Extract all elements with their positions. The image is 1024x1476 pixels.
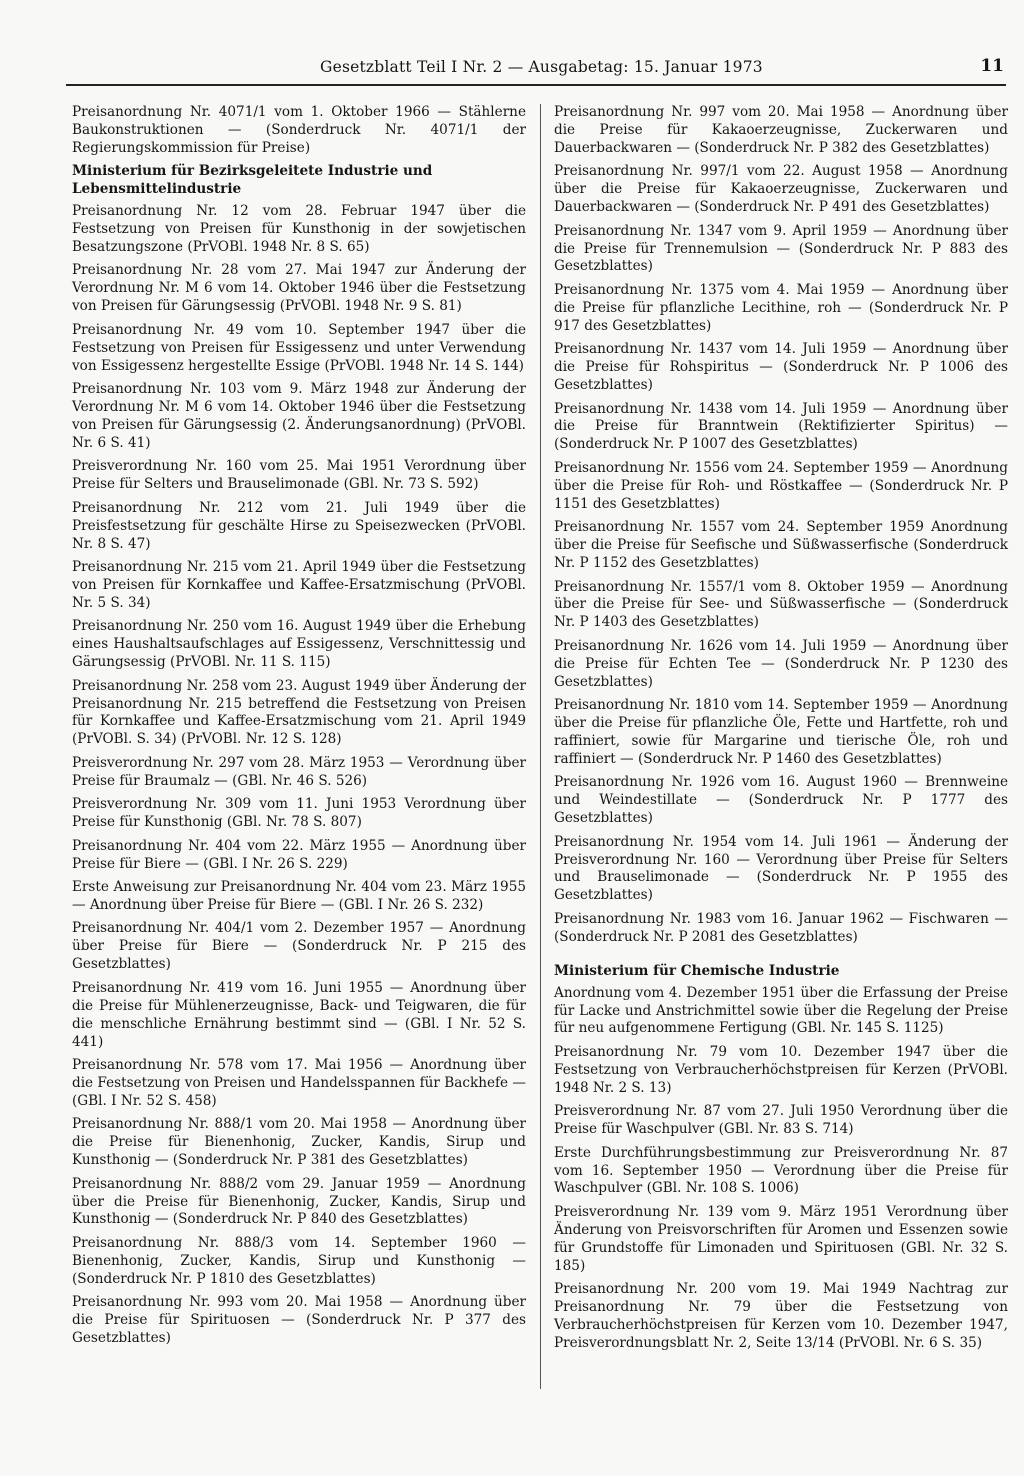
list-item: Preisanordnung Nr. 888/2 vom 29. Januar 1959 — Anordnung über die Preise für Bienenhonig, Zucker, Kandis, Sirup und Kunsthonig — (Sonderdruck Nr. P 840 des Gesetzblattes) — [72, 1175, 526, 1228]
list-item: Preisanordnung Nr. 4071/1 vom 1. Oktober 1966 — Stählerne Baukonstruktionen — (Sonderdruck Nr. 4071/1 der Regierungskommission für Preise) — [72, 104, 526, 156]
page-number: 11 — [980, 56, 1004, 76]
header-title: Gesetzblatt Teil I Nr. 2 — Ausgabetag: 15. Januar 1973 — [320, 58, 763, 76]
list-item: Preisanordnung Nr. 404 vom 22. März 1955 — Anordnung über Preise für Biere — (GBl. I Nr. 26 S. 229) — [72, 837, 526, 872]
list-item: Preisanordnung Nr. 258 vom 23. August 1949 über Änderung der Preisanordnung Nr. 215 betreffend die Festsetzung von Preisen für Kornkaffee und Kaffee-Ersatzmischung vom 21. April 1949 (PrVOBl. S. 34) (PrVOBl. Nr. 12 S. 128) — [72, 677, 526, 748]
list-item: Preisanordnung Nr. 1437 vom 14. Juli 1959 — Anordnung über die Preise für Rohspiritus — (Sonderdruck Nr. P 1006 des Gesetzblattes) — [554, 341, 1008, 394]
list-item: Preisanordnung Nr. 997/1 vom 22. August 1958 — Anordnung über die Preise für Kakaoerzeugnisse, Zuckerwaren und Dauerbackwaren — (Sonderdruck Nr. P 491 des Gesetzblattes) — [554, 163, 1008, 216]
list-item: Preisanordnung Nr. 888/1 vom 20. Mai 1958 — Anordnung über die Preise für Bienenhonig, Zucker, Kandis, Sirup und Kunsthonig — (Sonderdruck Nr. P 381 des Gesetzblattes) — [72, 1116, 526, 1169]
list-item: Preisverordnung Nr. 139 vom 9. März 1951 Verordnung über Änderung von Preisvorschriften für Aromen und Essenzen sowie für Grundstoffe für Limonaden und Spirituosen (GBl. Nr. 32 S. 185) — [554, 1203, 1008, 1274]
right-column — [554, 104, 1008, 1358]
list-item: Preisanordnung Nr. 1983 vom 16. Januar 1962 — Fischwaren — (Sonderdruck Nr. P 2081 des Gesetzblattes) — [554, 910, 1008, 945]
list-item: Preisanordnung Nr. 200 vom 19. Mai 1949 Nachtrag zur Preisanordnung Nr. 79 über die Festsetzung von Verbraucherhöchstpreisen für Kerzen vom 10. Dezember 1947, Preisverordnungsblatt Nr. 2, Seite 13/14 (PrVOBl. Nr. 6 S. 35) — [554, 1281, 1008, 1351]
column-divider — [540, 104, 541, 1389]
header-rule — [66, 84, 1006, 86]
list-item: Preisanordnung Nr. 1557 vom 24. September 1959 Anordnung über die Preise für Seefische und Süßwasserfische (Sonderdruck Nr. P 1152 des Gesetzblattes) — [554, 519, 1008, 571]
list-item: Preisanordnung Nr. 997 vom 20. Mai 1958 — Anordnung über die Preise für Kakaoerzeugnisse, Zuckerwaren und Dauerbackwaren — (Sonderdruck Nr. P 382 des Gesetzblattes) — [554, 104, 1008, 156]
list-item: Preisanordnung Nr. 1810 vom 14. September 1959 — Anordnung über die Preise für pflanzliche Öle, Fette und Hartfette, roh und raffiniert, sowie für Margarine und tierische Öle, roh und raffiniert — (Sonderdruck Nr. P 1460 des Gesetzblattes) — [554, 697, 1008, 767]
list-item: Preisanordnung Nr. 1926 vom 16. August 1960 — Brennweine und Weindestillate — (Sonderdruck Nr. P 1777 des Gesetzblattes) — [554, 774, 1008, 827]
list-item: Anordnung vom 4. Dezember 1951 über die Erfassung der Preise für Lacke und Anstrichmittel sowie über die Regelung der Preise für neu aufgenommene Fertigung (GBl. Nr. 145 S. 1125) — [554, 984, 1008, 1037]
list-item: Preisverordnung Nr. 160 vom 25. Mai 1951 Verordnung über Preise für Selters und Brauselimonade (GBl. Nr. 73 S. 592) — [72, 458, 526, 493]
list-item: Preisanordnung Nr. 1556 vom 24. September 1959 — Anordnung über die Preise für Roh- und Röstkaffee — (Sonderdruck Nr. P 1151 des Gesetzblattes) — [554, 459, 1008, 512]
list-item: Preisanordnung Nr. 1438 vom 14. Juli 1959 — Anordnung über die Preise für Branntwein (Rektifizierter Spiritus) — (Sonderdruck Nr. P 1007 des Gesetzblattes) — [554, 400, 1008, 453]
list-item: Preisanordnung Nr. 49 vom 10. September 1947 über die Festsetzung von Preisen für Essigessenz und unter Verwendung von Essigessenz hergestellte Essige (PrVOBl. 1948 Nr. 14 S. 144) — [72, 321, 526, 374]
list-item: Preisverordnung Nr. 297 vom 28. März 1953 — Verordnung über Preise für Braumalz — (GBl. Nr. 46 S. 526) — [72, 754, 526, 789]
section-heading-bezirksgeleitete-industrie: Ministerium für Bezirksgeleitete Industrie und Lebensmittelindustrie — [72, 163, 433, 198]
list-item: Preisanordnung Nr. 404/1 vom 2. Dezember 1957 — Anordnung über Preise für Biere — (Sonderdruck Nr. P 215 des Gesetzblattes) — [72, 920, 526, 973]
page-header — [0, 58, 1024, 80]
list-item: Preisanordnung Nr. 1557/1 vom 8. Oktober 1959 — Anordnung über die Preise für See- und Süßwasserfische — (Sonderdruck Nr. P 1403 des Gesetzblattes) — [554, 578, 1008, 631]
list-item: Erste Anweisung zur Preisanordnung Nr. 404 vom 23. März 1955 — Anordnung über Preise für Biere — (GBl. I Nr. 26 S. 232) — [72, 879, 526, 913]
list-item: Preisanordnung Nr. 103 vom 9. März 1948 zur Änderung der Verordnung Nr. M 6 vom 14. Oktober 1946 über die Festsetzung von Preisen für Gärungsessig (2. Änderungsanordnung) (PrVOBl. Nr. 6 S. 41) — [72, 381, 526, 451]
list-item: Preisanordnung Nr. 993 vom 20. Mai 1958 — Anordnung über die Preise für Spirituosen — (Sonderdruck Nr. P 377 des Gesetzblattes) — [72, 1294, 526, 1347]
list-item: Preisanordnung Nr. 215 vom 21. April 1949 über die Festsetzung von Preisen für Kornkaffee und Kaffee-Ersatzmischung (PrVOBl. Nr. 5 S. 34) — [72, 559, 526, 611]
list-item: Erste Durchführungsbestimmung zur Preisverordnung Nr. 87 vom 16. September 1950 — Verordnung über die Preise für Waschpulver (GBl. Nr. 108 S. 1006) — [554, 1144, 1008, 1197]
list-item: Preisanordnung Nr. 12 vom 28. Februar 1947 über die Festsetzung von Preisen für Kunsthonig in der sowjetischen Besatzungszone (PrVOBl. 1948 Nr. 8 S. 65) — [72, 203, 526, 255]
list-item: Preisanordnung Nr. 1347 vom 9. April 1959 — Anordnung über die Preise für Trennemulsion — (Sonderdruck Nr. P 883 des Gesetzblattes) — [554, 222, 1008, 275]
left-column — [72, 104, 526, 1354]
list-item: Preisverordnung Nr. 309 vom 11. Juni 1953 Verordnung über Preise für Kunsthonig (GBl. Nr. 78 S. 807) — [72, 796, 526, 831]
list-item: Preisanordnung Nr. 1626 vom 14. Juli 1959 — Anordnung über die Preise für Echten Tee — (Sonderdruck Nr. P 1230 des Gesetzblattes) — [554, 637, 1008, 690]
list-item: Preisanordnung Nr. 1375 vom 4. Mai 1959 — Anordnung über die Preise für pflanzliche Lecithine, roh — (Sonderdruck Nr. P 917 des Gesetzblattes) — [554, 281, 1008, 334]
list-item: Preisanordnung Nr. 79 vom 10. Dezember 1947 über die Festsetzung von Verbraucherhöchstpreisen für Kerzen (PrVOBl. 1948 Nr. 2 S. 13) — [554, 1043, 1008, 1096]
list-item: Preisanordnung Nr. 419 vom 16. Juni 1955 — Anordnung über die Preise für Mühlenerzeugnisse, Back- und Teigwaren, die für die menschliche Ernährung bestimmt sind — (GBl. I Nr. 52 S. 441) — [72, 979, 526, 1050]
list-item: Preisanordnung Nr. 578 vom 17. Mai 1956 — Anordnung über die Festsetzung von Preisen und Handelsspannen für Backhefe — (GBl. I Nr. 52 S. 458) — [72, 1057, 526, 1109]
list-item: Preisanordnung Nr. 28 vom 27. Mai 1947 zur Änderung der Verordnung Nr. M 6 vom 14. Oktober 1946 über die Festsetzung von Preisen für Gärungsessig (PrVOBl. 1948 Nr. 9 S. 81) — [72, 262, 526, 315]
list-item: Preisanordnung Nr. 1954 vom 14. Juli 1961 — Änderung der Preisverordnung Nr. 160 — Verordnung über Preise für Selters und Brauselimonade — (Sonderdruck Nr. P 1955 des Gesetzblattes) — [554, 833, 1008, 904]
list-item: Preisverordnung Nr. 87 vom 27. Juli 1950 Verordnung über die Preise für Waschpulver (GBl. Nr. 83 S. 714) — [554, 1103, 1008, 1138]
list-item: Preisanordnung Nr. 212 vom 21. Juli 1949 über die Preisfestsetzung für geschälte Hirse zu Speisezwecken (PrVOBl. Nr. 8 S. 47) — [72, 499, 526, 552]
list-item: Preisanordnung Nr. 888/3 vom 14. September 1960 — Bienenhonig, Zucker, Kandis, Sirup und Kunsthonig — (Sonderdruck Nr. P 1810 des Gesetzblattes) — [72, 1234, 526, 1287]
list-item: Preisanordnung Nr. 250 vom 16. August 1949 über die Erhebung eines Haushaltsaufschlages auf Essigessenz, Verschnittessig und Gärungsessig (PrVOBl. Nr. 11 S. 115) — [72, 618, 526, 671]
section-heading-chemische-industrie: Ministerium für Chemische Industrie — [554, 962, 840, 979]
